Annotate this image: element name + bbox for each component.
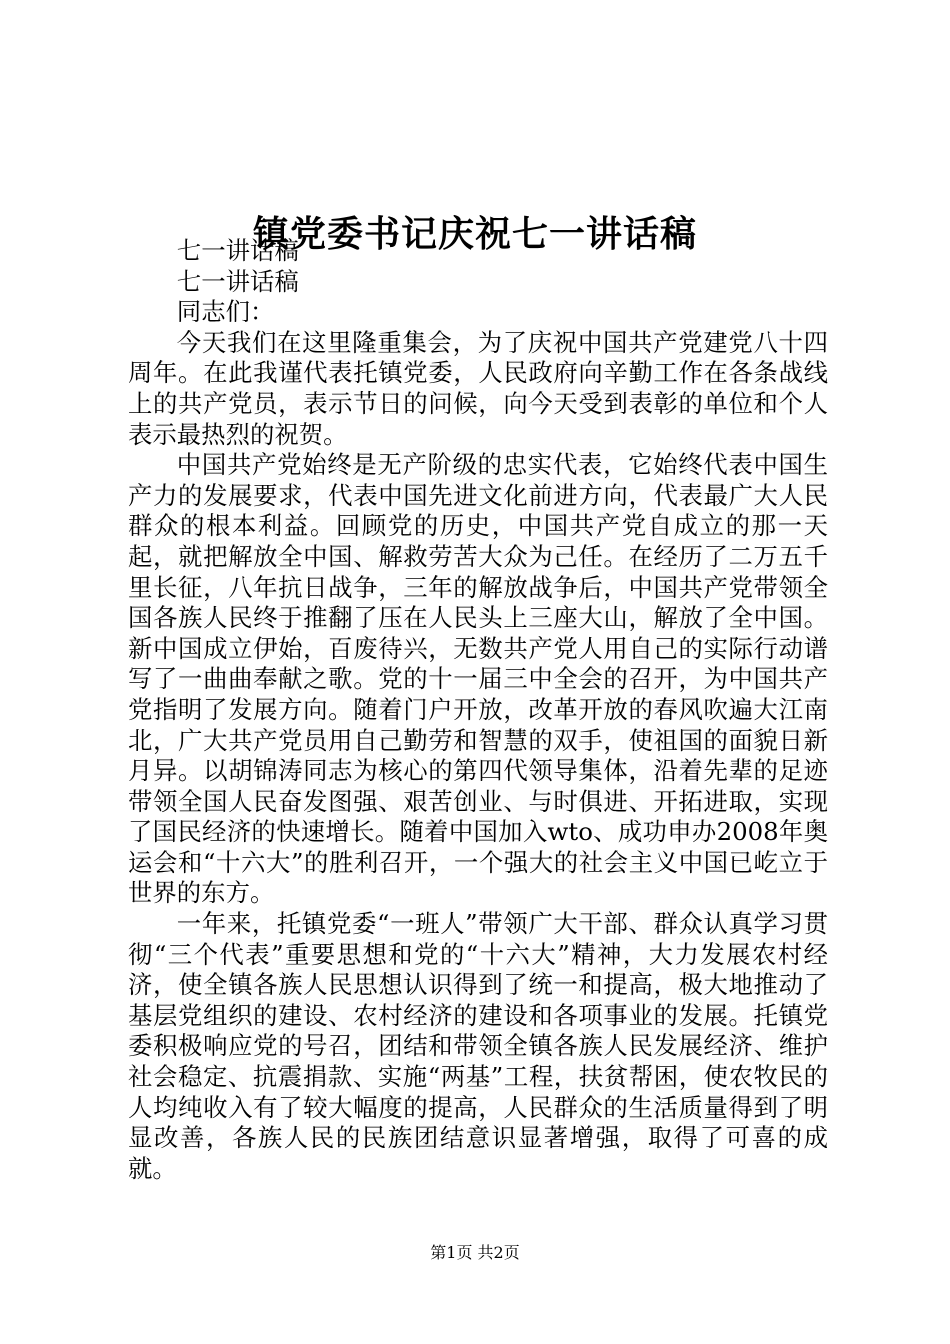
document-body (128, 236, 828, 1184)
document-title: 镇党委书记庆祝七一讲话稿 (252, 213, 697, 256)
page-footer: 第1页 共2页 (430, 1243, 520, 1262)
paragraph-subtitle-1: 七一讲话稿 (176, 236, 299, 265)
paragraph-salutation: 同志们： (176, 297, 275, 327)
paragraph: 今天我们在这里隆重集会，为了庆祝中国共产党建党八十四周年。在此我谨代表托镇党委，人民政府向辛勤工作在各条战线上的共产党员，表示节日的问候，向今天受到表彰的单位和个人表示最热烈的祝贺。 (128, 327, 828, 449)
paragraph-subtitle-2: 七一讲话稿 (176, 266, 299, 296)
paragraph: 中国共产党始终是无产阶级的忠实代表，它始终代表中国生产力的发展要求，代表中国先进文化前进方向，代表最广大人民群众的根本利益。回顾党的历史，中国共产党自成立的那一天起，就把解放全中国、解救劳苦大众为己任。在经历了二万五千里长征，八年抗日战争，三年的解放战争后，中国共产党带领全国各族人民终于推翻了压在人民头上三座大山，解放了全中国。新中国成立伊始，百废待兴，无数共产党人用自己的实际行动谱写了一曲曲奉献之歌。党的十一届三中全会的召开，为中国共产党指明了发展方向。随着门户开放，改革开放的春风吹遍大江南北，广大共产党员用自己勤劳和智慧的双手，使祖国的面貌日新月异。以胡锦涛同志为核心的第四代领导集体，沿着先辈的足迹带领全国人民奋发图强、艰苦创业、与时俱进、开拓进取，实现了国民经济的快速增长。随着中国加入wto、成功申办2008年奥运会和“十六大”的胜利召开，一个强大的社会主义中国已屹立于世界的东方。 (128, 450, 828, 908)
paragraph: 一年来，托镇党委“一班人”带领广大干部、群众认真学习贯彻“三个代表”重要思想和党的“十六大”精神，大力发展农村经济，使全镇各族人民思想认识得到了统一和提高，极大地推动了基层党组织的建设、农村经济的建设和各项事业的发展。托镇党委积极响应党的号召，团结和带领全镇各族人民发展经济、维护社会稳定、抗震捐款、实施“两基”工程，扶贫帮困，使农牧民的人均纯收入有了较大幅度的提高，人民群众的生活质量得到了明显改善，各族人民的民族团结意识显著增强，取得了可喜的成就。 (128, 909, 828, 1183)
